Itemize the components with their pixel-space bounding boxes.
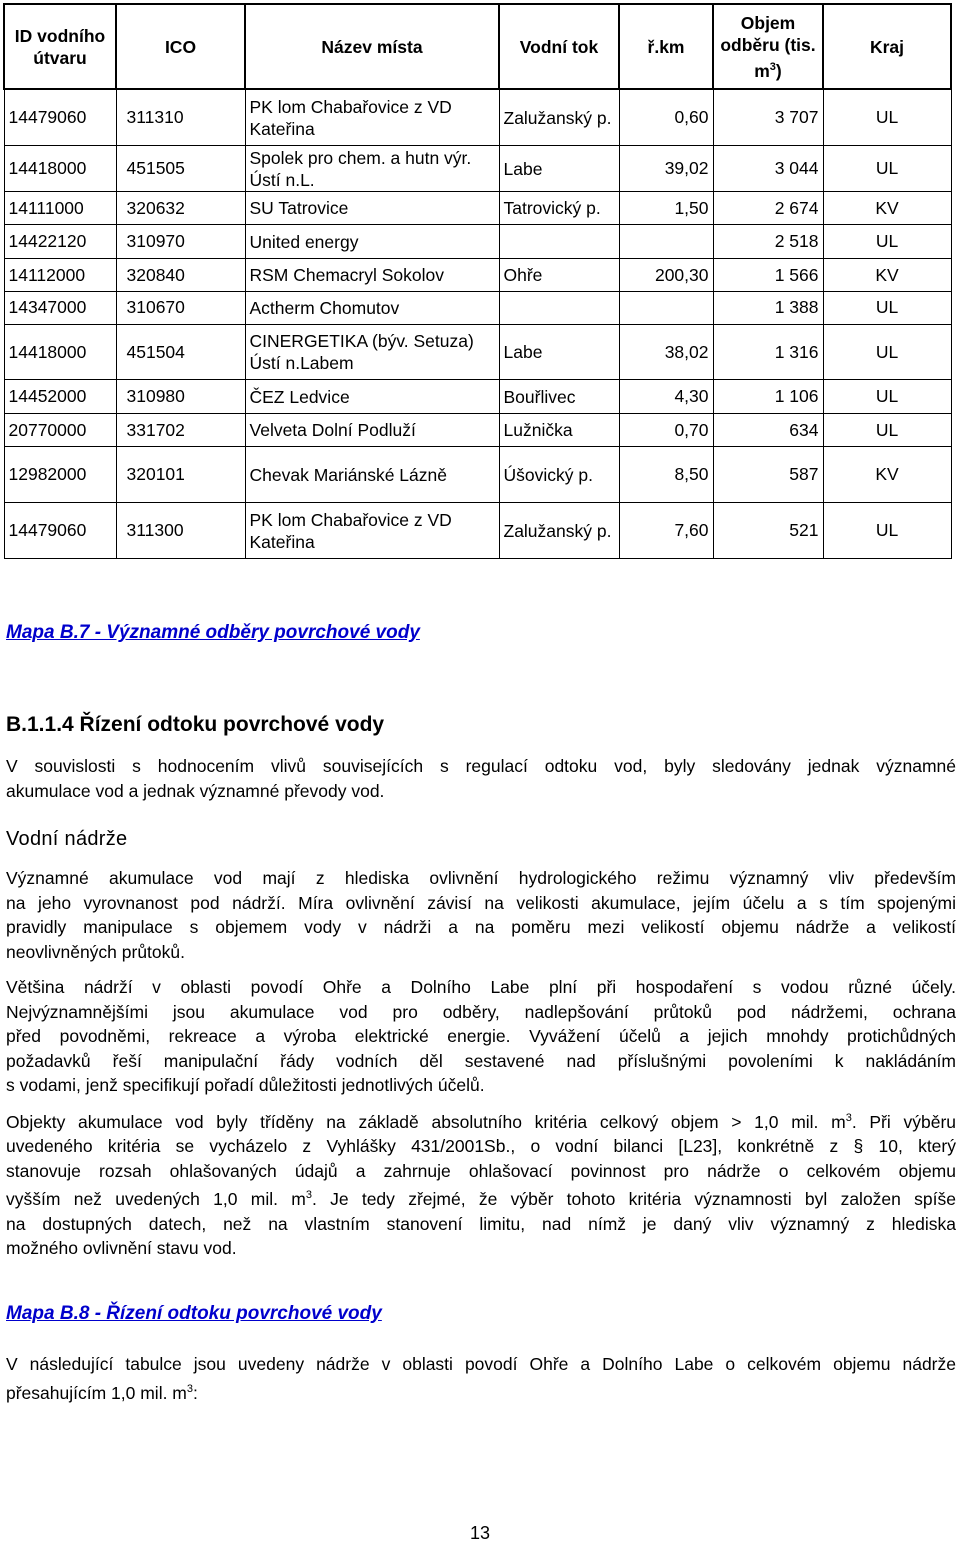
cell-id: 14479060: [4, 89, 116, 146]
cell-river: Bouřlivec: [499, 380, 619, 413]
table-row: [4, 191, 951, 224]
cell-name: Velveta Dolní Podluží: [245, 413, 499, 446]
table-row: [4, 258, 951, 291]
p2-line: požadavků řeší manipulační řády vodních děl sestavené nad příslušnými povoleními k nakládáním: [6, 1050, 956, 1071]
intro-paragraph: [6, 754, 956, 803]
table-row: [4, 89, 951, 146]
cell-ico: 310970: [116, 225, 245, 258]
header-volume: Objem odběru (tis. $m^3$): [713, 4, 823, 89]
cell-river: Zalužanský p.: [499, 503, 619, 559]
paragraph-3: [6, 1106, 956, 1261]
cell-river: Labe: [499, 146, 619, 192]
cell-volume: 2 518: [713, 225, 823, 258]
p1-line: neovlivněných průtoků.: [6, 941, 185, 962]
cell-volume: 3 044: [713, 146, 823, 192]
cell-rkm: 8,50: [619, 447, 713, 503]
cell-name: ČEZ Ledvice: [245, 380, 499, 413]
intro-line: V souvislosti s hodnocením vlivů souvisejících s regulací odtoku vod, byly sledovány jednak významné: [6, 756, 956, 776]
cell-name: PK lom Chabařovice z VD Kateřina: [245, 89, 499, 146]
cell-volume: 3 707: [713, 89, 823, 146]
cell-volume: 587: [713, 447, 823, 503]
p2-line: s vodami, jenž specifikují pořadí důležitosti jednotlivých účelů.: [6, 1075, 485, 1095]
section-title: B.1.1.4 Řízení odtoku povrchové vody: [6, 713, 385, 736]
cell-name: RSM Chemacryl Sokolov: [245, 258, 499, 291]
cell-volume: 2 674: [713, 191, 823, 224]
table-row: [4, 146, 951, 192]
paragraph-2: [6, 975, 956, 1098]
table-row: [4, 503, 951, 559]
cell-ico: 451504: [116, 324, 245, 380]
p1-line: pravidly manipulace s objemem vody v nádrži a na poměru mezi velikostí objemu nádrže a velikostí: [6, 917, 956, 937]
header-id: ID vodního útvaru: [4, 4, 116, 89]
cell-id: 14479060: [4, 503, 116, 559]
cell-rkm: 200,30: [619, 258, 713, 291]
cell-ico: 331702: [116, 413, 245, 446]
intro-line: akumulace vod a jednak významné převody vod.: [6, 780, 385, 801]
cell-ico: 310670: [116, 292, 245, 324]
table-row: [4, 413, 951, 446]
cell-rkm: 4,30: [619, 380, 713, 413]
p3-line: vyšším než uvedených 1,0 mil. $m^3$. Je tedy zřejmé, že výběr tohoto kritéria významnosti byl založen spíše: [6, 1189, 956, 1210]
cell-rkm: [619, 292, 713, 324]
cell-id: 14418000: [4, 324, 116, 380]
cell-volume: 634: [713, 413, 823, 446]
header-river: Vodní tok: [499, 4, 619, 89]
table-row: [4, 324, 951, 380]
cell-region: KV: [823, 191, 951, 224]
cell-ico: 320101: [116, 447, 245, 503]
paragraph-1: [6, 866, 956, 964]
cell-river: [499, 225, 619, 258]
header-rkm: ř.km: [619, 4, 713, 89]
cell-name: Actherm Chomutov: [245, 292, 499, 324]
cell-volume: 1 566: [713, 258, 823, 291]
p3-line: Objekty akumulace vod byly tříděny na základě absolutního kritéria celkový objem > 1,0 mil. $m^3$. Při výběru: [6, 1111, 956, 1132]
cell-region: UL: [823, 324, 951, 380]
map-b8-link[interactable]: Mapa B.8 - Řízení odtoku povrchové vody: [6, 1303, 382, 1324]
cell-region: UL: [823, 503, 951, 559]
cell-name: PK lom Chabařovice z VD Kateřina: [245, 503, 499, 559]
header-name: Název místa: [245, 4, 499, 89]
cell-id: 14347000: [4, 292, 116, 324]
cell-region: UL: [823, 292, 951, 324]
paragraph-4: [6, 1352, 956, 1405]
cell-id: 14112000: [4, 258, 116, 291]
header-ico: ICO: [116, 4, 245, 89]
cell-region: UL: [823, 146, 951, 192]
cell-river: Ohře: [499, 258, 619, 291]
cell-id: 14111000: [4, 191, 116, 224]
cell-river: Zalužanský p.: [499, 89, 619, 146]
cell-rkm: 0,60: [619, 89, 713, 146]
p1-line: na jeho vyrovnanost pod nádrží. Míra ovlivnění závisí na velikosti akumulace, jejím účelu a s tím spojenými: [6, 892, 956, 913]
cell-region: KV: [823, 258, 951, 291]
cell-id: 14422120: [4, 225, 116, 258]
cell-region: KV: [823, 447, 951, 503]
cell-rkm: 38,02: [619, 324, 713, 380]
cell-volume: 521: [713, 503, 823, 559]
cell-river: Tatrovický p.: [499, 191, 619, 224]
cell-rkm: 39,02: [619, 146, 713, 192]
cell-name: Spolek pro chem. a hutn výr. Ústí n.L.: [245, 146, 499, 192]
cell-region: UL: [823, 89, 951, 146]
p3-line: uvedeného kritéria se vycházelo z Vyhlášky 431/2001Sb., o vodní bilanci [L23], konkrétně z § 10, který: [6, 1136, 956, 1157]
cell-name: United energy: [245, 225, 499, 258]
table-row: [4, 447, 951, 503]
page-number: 13: [469, 1523, 491, 1543]
cell-river: [499, 292, 619, 324]
cell-ico: 310980: [116, 380, 245, 413]
cell-name: SU Tatrovice: [245, 191, 499, 224]
cell-volume: 1 106: [713, 380, 823, 413]
cell-ico: 311310: [116, 89, 245, 146]
p3-line: stanovuje rozsah ohlašovaných údajů a zahrnuje ohlašovací povinnost pro nádrže o celkovém objemu: [6, 1160, 956, 1181]
p2-line: Nejvýznamnějšími jsou akumulace vod pro odběry, nadlepšování průtoků pod nádržemi, ochrana: [6, 1001, 956, 1022]
p1-line: Významné akumulace vod mají z hlediska ovlivnění hydrologického režimu významný vliv především: [6, 868, 956, 888]
cell-rkm: 0,70: [619, 413, 713, 446]
cell-rkm: [619, 225, 713, 258]
cell-region: UL: [823, 413, 951, 446]
cell-rkm: 1,50: [619, 191, 713, 224]
header-region: Kraj: [823, 4, 951, 89]
cell-volume: 1 388: [713, 292, 823, 324]
cell-id: 20770000: [4, 413, 116, 446]
table-row: [4, 225, 951, 258]
cell-name: CINERGETIKA (býv. Setuza) Ústí n.Labem: [245, 324, 499, 380]
p4-line: V následující tabulce jsou uvedeny nádrže v oblasti povodí Ohře a Dolního Labe o celkovém objemu nádrže: [6, 1354, 956, 1374]
p2-line: Většina nádrží v oblasti povodí Ohře a Dolního Labe plní při hospodaření s vodou různé účely.: [6, 977, 956, 997]
cell-id: 12982000: [4, 447, 116, 503]
cell-river: Lužnička: [499, 413, 619, 446]
cell-river: Labe: [499, 324, 619, 380]
p3-line: možného ovlivnění stavu vod.: [6, 1238, 237, 1259]
cell-volume: 1 316: [713, 324, 823, 380]
cell-rkm: 7,60: [619, 503, 713, 559]
cell-ico: 451505: [116, 146, 245, 192]
cell-region: UL: [823, 225, 951, 258]
map-b7-link[interactable]: Mapa B.7 - Významné odběry povrchové vody: [6, 622, 420, 643]
cell-name: Chevak Mariánské Lázně: [245, 447, 499, 503]
cell-ico: 320840: [116, 258, 245, 291]
table-row: [4, 292, 951, 324]
p2-line: před povodněmi, rekreace a výroba elektrické energie. Vyvážení účelů a jejich mnohdy protichůdných: [6, 1026, 956, 1046]
cell-ico: 320632: [116, 191, 245, 224]
p3-line: na dostupných datech, než na vlastním stanovení limitu, nad nímž je daný vliv významný z hlediska: [6, 1213, 956, 1234]
cell-ico: 311300: [116, 503, 245, 559]
cell-region: UL: [823, 380, 951, 413]
table-row: [4, 380, 951, 413]
cell-id: 14452000: [4, 380, 116, 413]
p4-line: přesahujícím 1,0 mil. $m^3$:: [6, 1382, 198, 1403]
cell-id: 14418000: [4, 146, 116, 192]
water-abstraction-table: [3, 3, 952, 559]
cell-river: Úšovický p.: [499, 447, 619, 503]
subheading-reservoirs: Vodní nádrže: [6, 828, 128, 850]
